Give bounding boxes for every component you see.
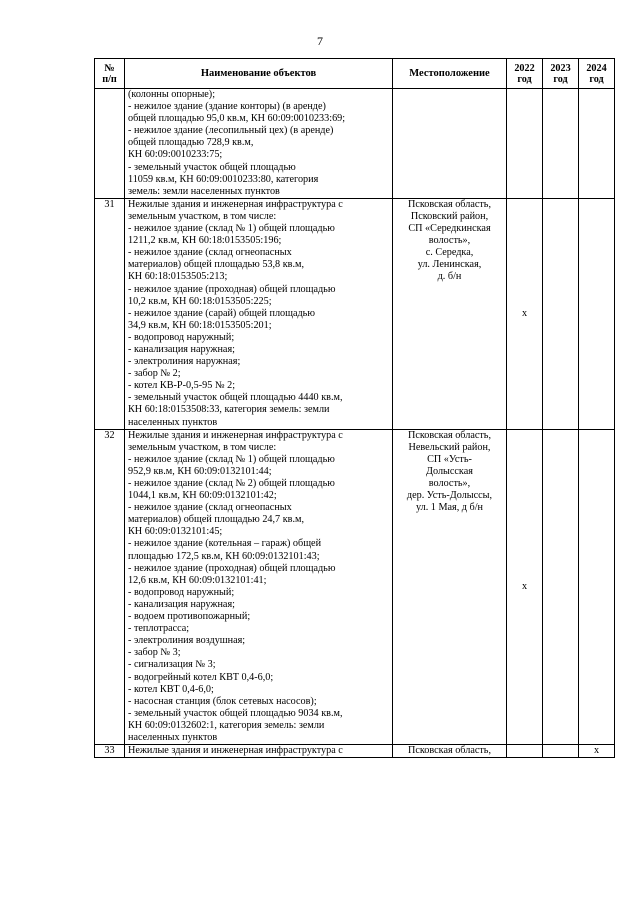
- year-mark-2024: х: [579, 745, 615, 758]
- location-line: Псковская область,: [407, 198, 492, 210]
- description-line: КН 60:09:0132602:1, категория земель: земли: [128, 719, 325, 731]
- description-line: - нежилое здание (сарай) общей площадью: [128, 307, 315, 319]
- description-line: (колонны опорные);: [128, 89, 216, 100]
- description-line: материалов) общей площадью 53,8 кв.м,: [128, 259, 304, 271]
- header-2022: 2022 год: [507, 59, 543, 89]
- description-line: - нежилое здание (склад огнеопасных: [128, 247, 292, 259]
- description-line: - нежилое здание (склад огнеопасных: [128, 502, 292, 514]
- year-mark-2024: [579, 89, 615, 199]
- object-location: [393, 429, 507, 744]
- table-row: [95, 429, 615, 744]
- location-line: д. б/н: [437, 271, 462, 283]
- year-mark-2024: [579, 429, 615, 744]
- description-line: общей площадью 728,9 кв.м,: [128, 137, 254, 149]
- description-line: населенных пунктов: [128, 416, 218, 428]
- year-mark-2022: [507, 745, 543, 758]
- description-line: - водогрейный котел КВТ 0,4-6,0;: [128, 671, 274, 683]
- header-2024: 2024 год: [579, 59, 615, 89]
- year-mark-2022: х: [507, 198, 543, 429]
- description-line: площадью 172,5 кв.м, КН 60:09:0132101:43;: [128, 550, 320, 562]
- location-line: с. Середка,: [425, 247, 474, 259]
- description-line: - нежилое здание (склад № 2) общей площадью: [128, 478, 335, 489]
- row-number: 33: [95, 745, 125, 758]
- table-header-row: [95, 59, 615, 89]
- description-line: - насосная станция (блок сетевых насосов);: [128, 695, 317, 707]
- object-location: [393, 745, 507, 758]
- description-line: - канализация наружная;: [128, 598, 235, 610]
- description-line: населенных пунктов: [128, 731, 218, 743]
- table-row: [95, 198, 615, 429]
- year-mark-2022: [507, 89, 543, 199]
- table-row: [95, 745, 615, 758]
- location-line: дер. Усть-Долыссы,: [406, 490, 493, 502]
- description-line: - земельный участок общей площадью 4440 кв.м,: [128, 392, 343, 404]
- description-line: 12,6 кв.м, КН 60:09:0132101:41;: [128, 574, 267, 586]
- description-line: КН 60:09:0132101:45;: [128, 526, 223, 538]
- year-mark-2023: [543, 429, 579, 744]
- header-name: Наименование объектов: [125, 59, 393, 89]
- description-line: - электролиния наружная;: [128, 356, 241, 368]
- description-line: - котел КВТ 0,4-6,0;: [128, 683, 214, 695]
- description-line: общей площадью 95,0 кв.м, КН 60:09:0010233:69;: [128, 113, 346, 125]
- header-num: № п/п: [95, 59, 125, 89]
- objects-table: [94, 58, 615, 758]
- description-line: - котел КВ-Р-0,5-95 № 2;: [128, 380, 236, 392]
- location-line: Псковская область,: [407, 745, 492, 757]
- description-line: - нежилое здание (проходная) общей площадью: [128, 562, 336, 574]
- location-line: ул. 1 Мая, д б/н: [415, 502, 484, 514]
- location-line: СП «Усть-: [427, 453, 472, 465]
- year-mark-2024: [579, 198, 615, 429]
- header-2023: 2023 год: [543, 59, 579, 89]
- description-line: - нежилое здание (лесопильный цех) (в аренде): [128, 125, 334, 137]
- description-line: - канализация наружная;: [128, 343, 235, 355]
- object-description: [125, 198, 393, 429]
- description-line: 952,9 кв.м, КН 60:09:0132101:44;: [128, 465, 272, 477]
- location-line: Невельский район,: [408, 441, 491, 453]
- description-line: - водоем противопожарный;: [128, 611, 251, 623]
- object-description: [125, 89, 393, 199]
- description-line: - забор № 2;: [128, 368, 181, 380]
- row-number: [95, 89, 125, 199]
- description-line: Нежилые здания и инженерная инфраструктура с: [128, 198, 343, 210]
- row-number: 32: [95, 429, 125, 744]
- location-line: Долысская: [426, 465, 473, 477]
- description-line: - теплотрасса;: [128, 623, 190, 635]
- object-location: [393, 89, 507, 199]
- table-body: [95, 89, 615, 758]
- location-line: волость»,: [428, 478, 471, 489]
- object-location: [393, 198, 507, 429]
- description-line: Нежилые здания и инженерная инфраструктура с: [128, 745, 343, 757]
- description-line: - водопровод наружный;: [128, 586, 235, 598]
- description-line: Нежилые здания и инженерная инфраструктура с: [128, 429, 343, 441]
- description-line: - нежилое здание (проходная) общей площадью: [128, 283, 336, 295]
- location-line: волость»,: [428, 235, 471, 247]
- description-line: земель: земли населенных пунктов: [128, 185, 280, 197]
- description-line: - нежилое здание (склад № 1) общей площадью: [128, 223, 335, 235]
- object-description: [125, 745, 393, 758]
- year-mark-2022: х: [507, 429, 543, 744]
- description-line: - водопровод наружный;: [128, 331, 235, 343]
- description-line: КН 60:18:0153505:213;: [128, 271, 228, 283]
- description-line: 1211,2 кв.м, КН 60:18:0153505:196;: [128, 235, 282, 247]
- location-line: Псковская область,: [407, 429, 492, 441]
- description-line: земельным участком, в том числе:: [128, 210, 277, 222]
- description-line: - земельный участок общей площадью: [128, 161, 296, 173]
- location-line: СП «Середкинская: [408, 223, 491, 235]
- description-line: - земельный участок общей площадью 9034 кв.м,: [128, 707, 343, 719]
- description-line: КН 60:09:0010233:75;: [128, 149, 223, 161]
- description-line: КН 60:18:0153508:33, категория земель: земли: [128, 404, 330, 416]
- description-line: - сигнализация № 3;: [128, 659, 216, 671]
- description-line: земельным участком, в том числе:: [128, 441, 277, 453]
- description-line: - нежилое здание (здание конторы) (в аренде): [128, 101, 326, 113]
- header-location: Местоположение: [393, 59, 507, 89]
- page-number: 7: [317, 34, 323, 48]
- object-description: [125, 429, 393, 744]
- description-line: материалов) общей площадью 24,7 кв.м,: [128, 514, 304, 526]
- row-number: 31: [95, 198, 125, 429]
- table-row: [95, 89, 615, 199]
- description-line: 10,2 кв.м, КН 60:18:0153505:225;: [128, 295, 272, 307]
- year-mark-2023: [543, 745, 579, 758]
- year-mark-2023: [543, 89, 579, 199]
- description-line: - нежилое здание (склад № 1) общей площадью: [128, 453, 335, 465]
- description-line: 11059 кв.м, КН 60:09:0010233:80, категория: [128, 173, 319, 185]
- description-line: - забор № 3;: [128, 647, 181, 659]
- year-mark-2023: [543, 198, 579, 429]
- location-line: Псковский район,: [410, 210, 489, 222]
- description-line: - нежилое здание (котельная – гараж) общей: [128, 538, 322, 550]
- description-line: 34,9 кв.м, КН 60:18:0153505:201;: [128, 319, 272, 331]
- location-line: ул. Ленинская,: [417, 259, 482, 271]
- description-line: 1044,1 кв.м, КН 60:09:0132101:42;: [128, 490, 277, 502]
- description-line: - электролиния воздушная;: [128, 635, 246, 647]
